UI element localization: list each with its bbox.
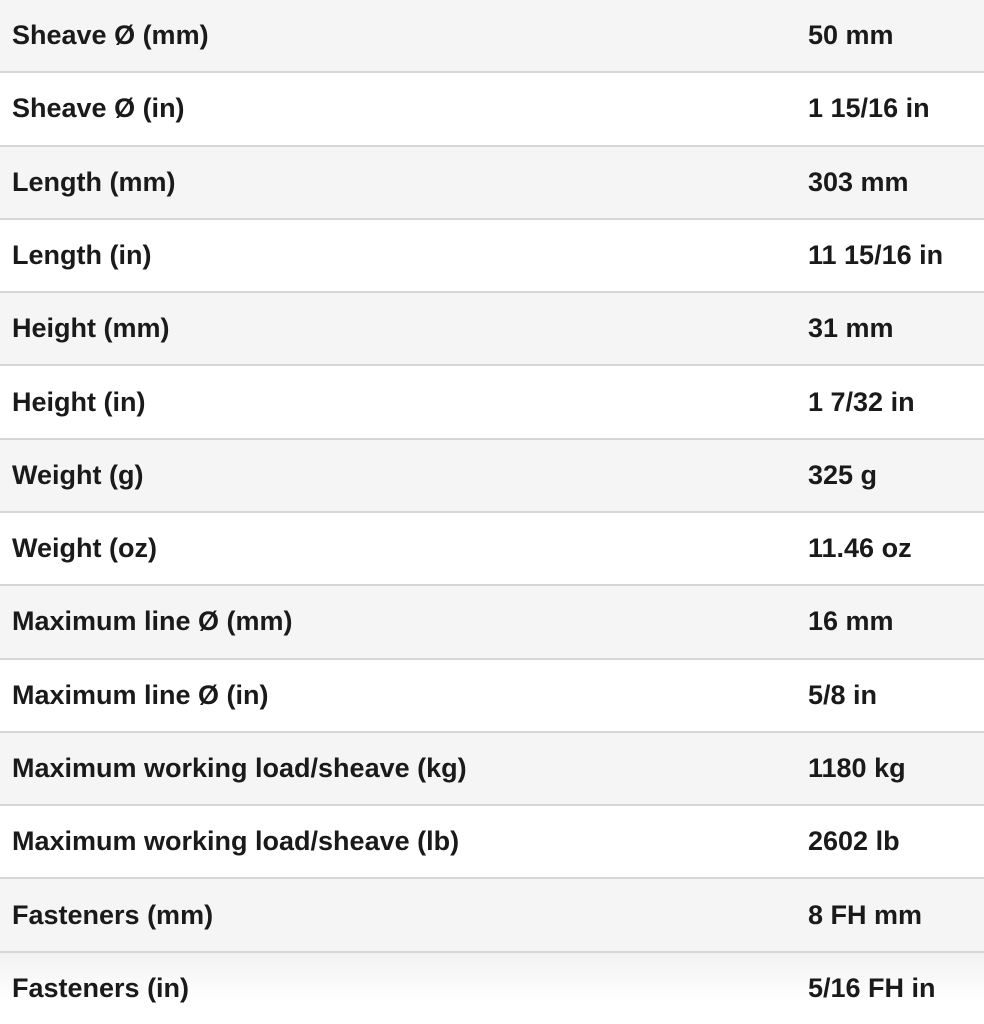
spec-label: Height (in) xyxy=(12,386,146,417)
spec-value: 8 FH mm xyxy=(808,899,923,930)
spec-label: Sheave Ø (in) xyxy=(12,93,185,124)
spec-label: Maximum line Ø (mm) xyxy=(12,606,293,637)
spec-label: Fasteners (in) xyxy=(12,972,190,1003)
table-row xyxy=(0,293,984,366)
spec-value: 2602 lb xyxy=(808,826,900,857)
table-row xyxy=(0,953,984,1024)
spec-value: 11 15/16 in xyxy=(808,239,944,270)
table-row xyxy=(0,0,984,73)
spec-label: Length (mm) xyxy=(12,166,176,197)
table-row xyxy=(0,586,984,659)
spec-value: 11.46 oz xyxy=(808,533,912,564)
table-row xyxy=(0,366,984,439)
spec-label: Fasteners (mm) xyxy=(12,899,214,930)
spec-value: 325 g xyxy=(808,459,878,490)
spec-label: Weight (oz) xyxy=(12,533,157,564)
table-row xyxy=(0,660,984,733)
spec-value: 5/16 FH in xyxy=(808,972,936,1003)
spec-value: 5/8 in xyxy=(808,679,878,710)
spec-value: 303 mm xyxy=(808,166,909,197)
spec-label: Length (in) xyxy=(12,239,152,270)
spec-label: Height (mm) xyxy=(12,313,170,344)
spec-value: 1180 kg xyxy=(808,752,906,783)
table-row xyxy=(0,879,984,952)
table-row xyxy=(0,806,984,879)
table-row xyxy=(0,440,984,513)
spec-value: 16 mm xyxy=(808,606,894,637)
table-row xyxy=(0,733,984,806)
spec-value: 50 mm xyxy=(808,20,894,51)
spec-label: Sheave Ø (mm) xyxy=(12,20,209,51)
table-row xyxy=(0,513,984,586)
spec-label: Weight (g) xyxy=(12,459,144,490)
table-row xyxy=(0,73,984,146)
table-row xyxy=(0,220,984,293)
spec-label: Maximum working load/sheave (lb) xyxy=(12,826,460,857)
spec-value: 31 mm xyxy=(808,313,894,344)
spec-label: Maximum line Ø (in) xyxy=(12,679,269,710)
spec-label: Maximum working load/sheave (kg) xyxy=(12,752,467,783)
spec-value: 1 7/32 in xyxy=(808,386,915,417)
table-row xyxy=(0,147,984,220)
spec-value: 1 15/16 in xyxy=(808,93,930,124)
